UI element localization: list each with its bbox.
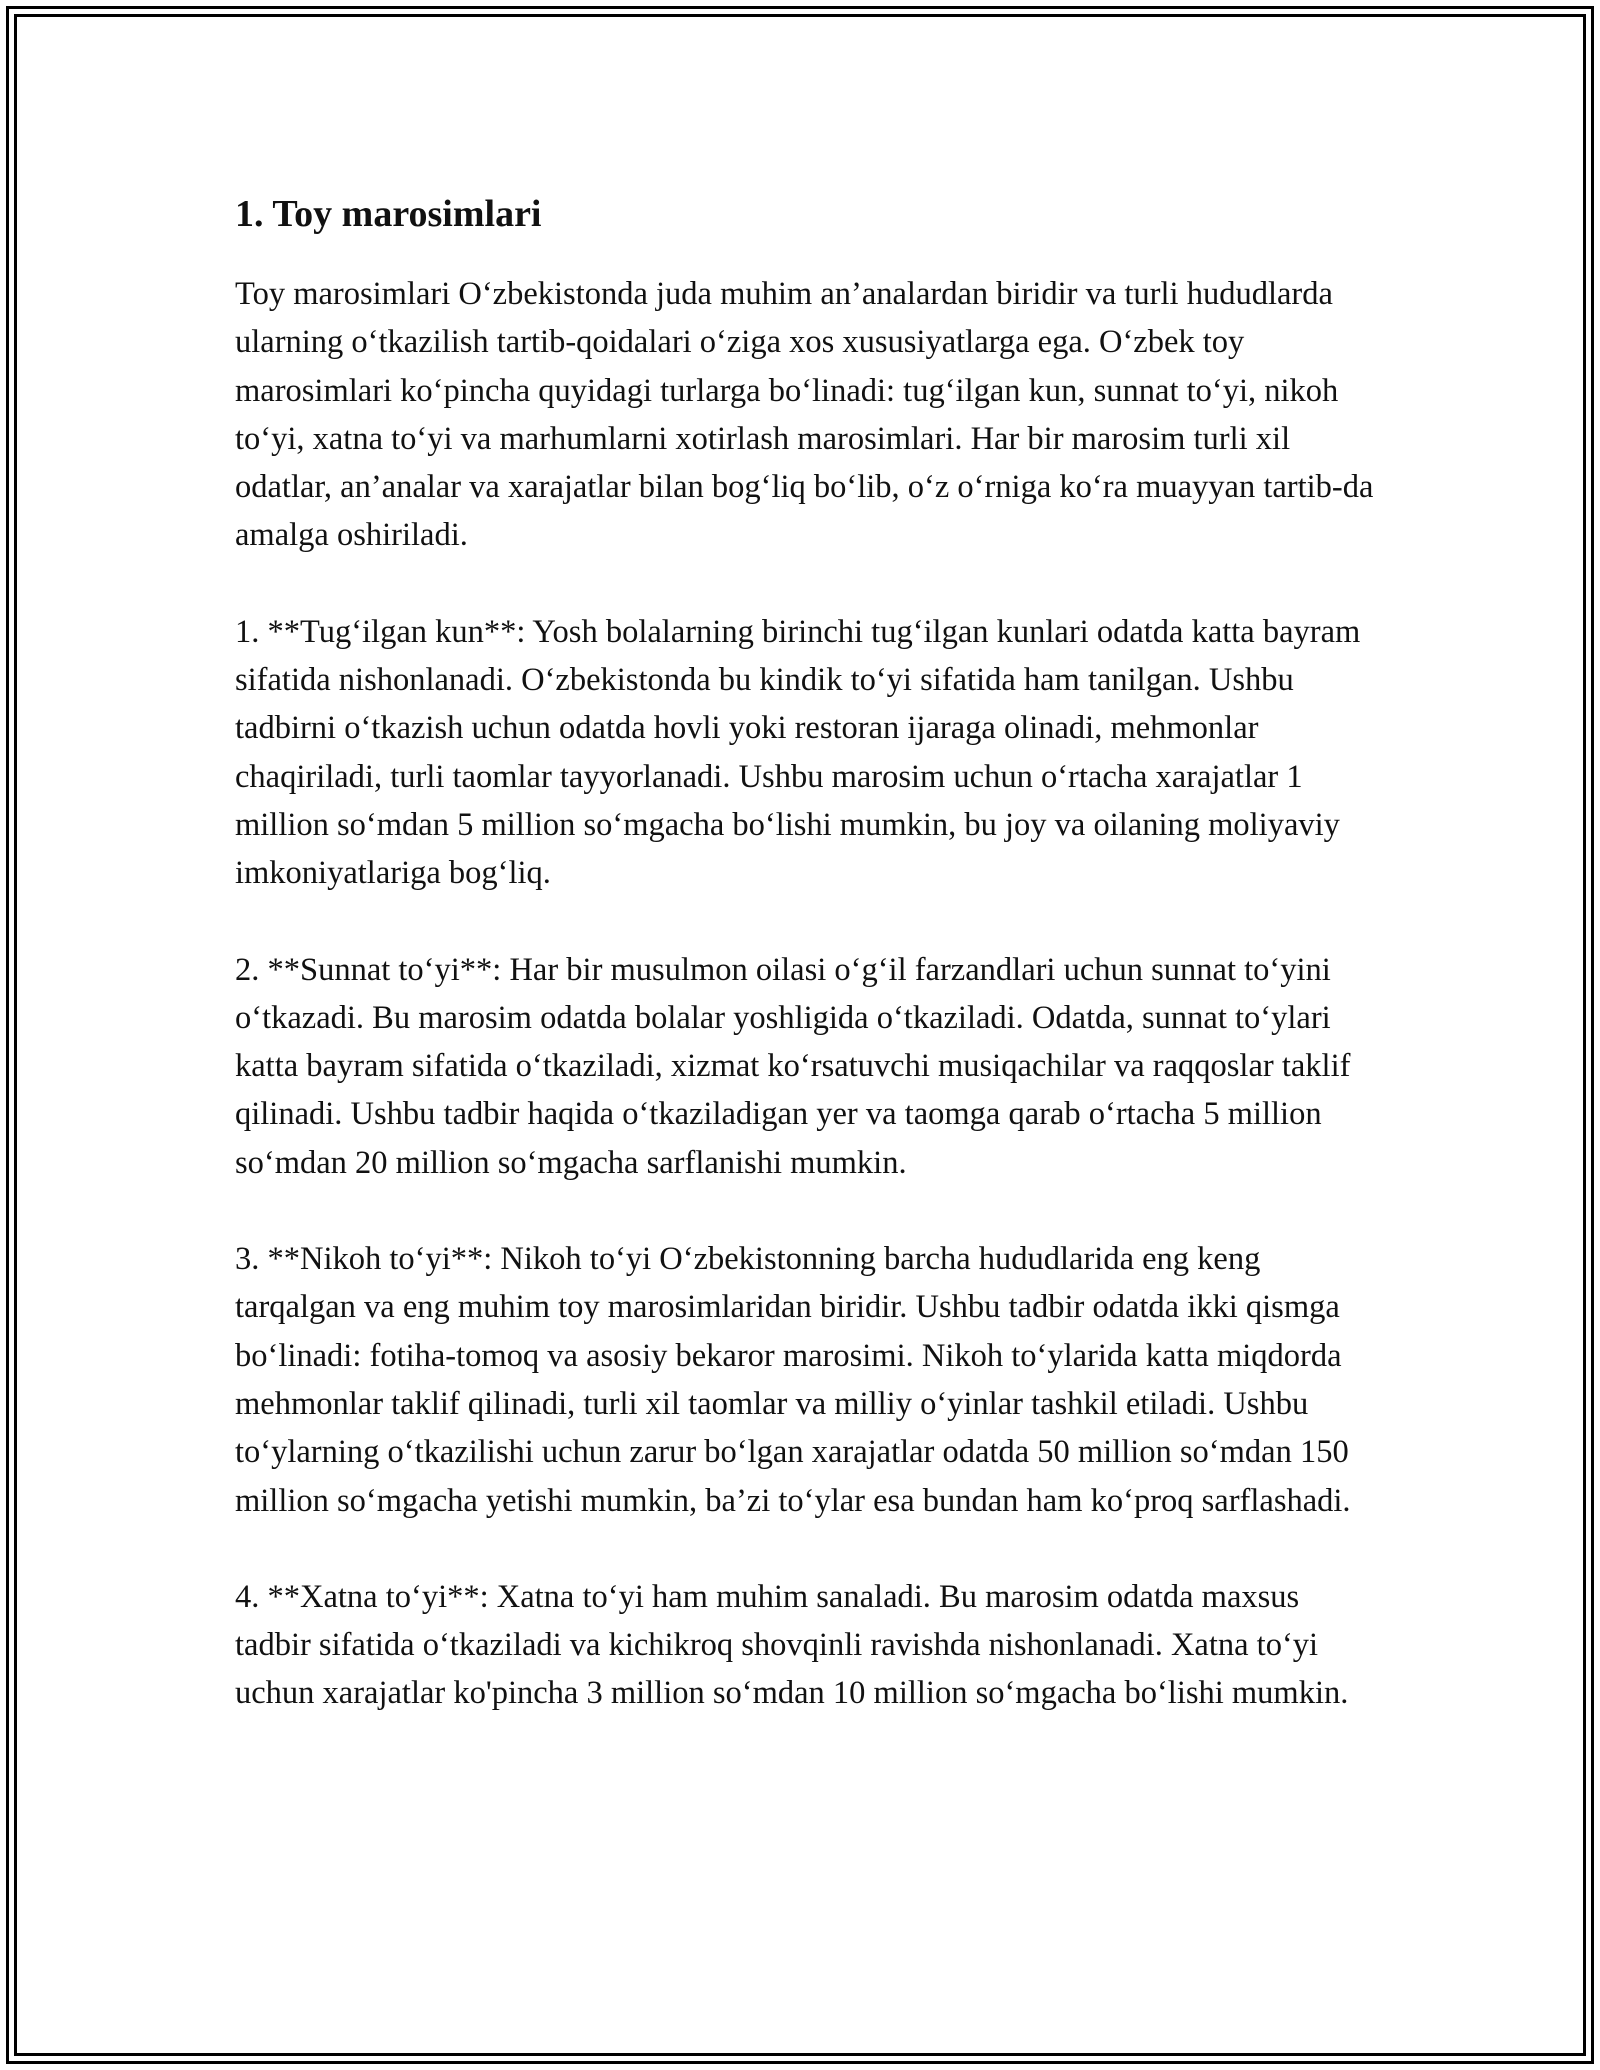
section-heading: 1. Toy marosimlari — [235, 193, 542, 235]
intro-paragraph: Toy marosimlari O‘zbekistonda juda muhim an’analardan biridir va turli hududlarda ularning o‘tkazilish tartib-qoidalari o‘ziga xos xususiyatlarga ega. O‘zbek toy marosimlari ko‘pincha quyidagi turlarga bo‘linadi: tug‘ilgan kun, sunnat to‘yi, nikoh to‘yi, xatna to‘yi va marhumlarni xotirlash marosimlari. Har bir marosim turli xil odatlar, an’analar va xarajatlar bilan bog‘liq bo‘lib, o‘z o‘rniga ko‘ra muayyan tartib-da amalga oshiriladi. — [235, 276, 1374, 554]
paragraph-sunnat-toyi: 2. **Sunnat to‘yi**: Har bir musulmon oilasi o‘g‘il farzandlari uchun sunnat to‘yini o‘tkazadi. Bu marosim odatda bolalar yoshligida o‘tkaziladi. Odatda, sunnat to‘ylari katta bayram sifatida o‘tkaziladi, xizmat ko‘rsatuvchi musiqachilar va raqqoslar taklif qilinadi. Ushbu tadbir haqida o‘tkaziladigan yer va taomga qarab o‘rtacha 5 million so‘mdan 20 million so‘mgacha sarflanishi mumkin. — [235, 951, 1351, 1181]
paragraph-xatna-toyi: 4. **Xatna to‘yi**: Xatna to‘yi ham muhim sanaladi. Bu marosim odatda maxsus tadbir sifatida o‘tkaziladi va kichikroq shovqinli ravishda nishonlanadi. Xatna to‘yi uchun xarajatlar ko'pincha 3 million so‘mdan 10 million so‘mgacha bo‘lishi mumkin. — [235, 1578, 1349, 1712]
paragraph-tugilgan-kun: 1. **Tug‘ilgan kun**: Yosh bolalarning birinchi tug‘ilgan kunlari odatda katta bayram sifatida nishonlanadi. O‘zbekistonda bu kindik to‘yi sifatida ham tanilgan. Ushbu tadbirni o‘tkazish uchun odatda hovli yoki restoran ijaraga olinadi, mehmonlar chaqiriladi, turli taomlar tayyorlanadi. Ushbu marosim uchun o‘rtacha xarajatlar 1 million so‘mdan 5 million so‘mgacha bo‘lishi mumkin, bu joy va oilaning moliyaviy imkoniyatlariga bog‘liq. — [235, 613, 1361, 892]
paragraph-nikoh-toyi: 3. **Nikoh to‘yi**: Nikoh to‘yi O‘zbekistonning barcha hududlarida eng keng tarqalgan va eng muhim toy marosimlaridan biridir. Ushbu tadbir odatda ikki qismga bo‘linadi: fotiha-tomoq va asosiy bekaror marosimi. Nikoh to‘ylarida katta miqdorda mehmonlar taklif qilinadi, turli xil taomlar va milliy o‘yinlar tashkil etiladi. Ushbu to‘ylarning o‘tkazilishi uchun zarur bo‘lgan xarajatlar odatda 50 million so‘mdan 150 million so‘mgacha yetishi mumkin, ba’zi to‘ylar esa bundan ham ko‘proq sarflashadi. — [235, 1241, 1351, 1519]
document-body — [235, 188, 1375, 1766]
